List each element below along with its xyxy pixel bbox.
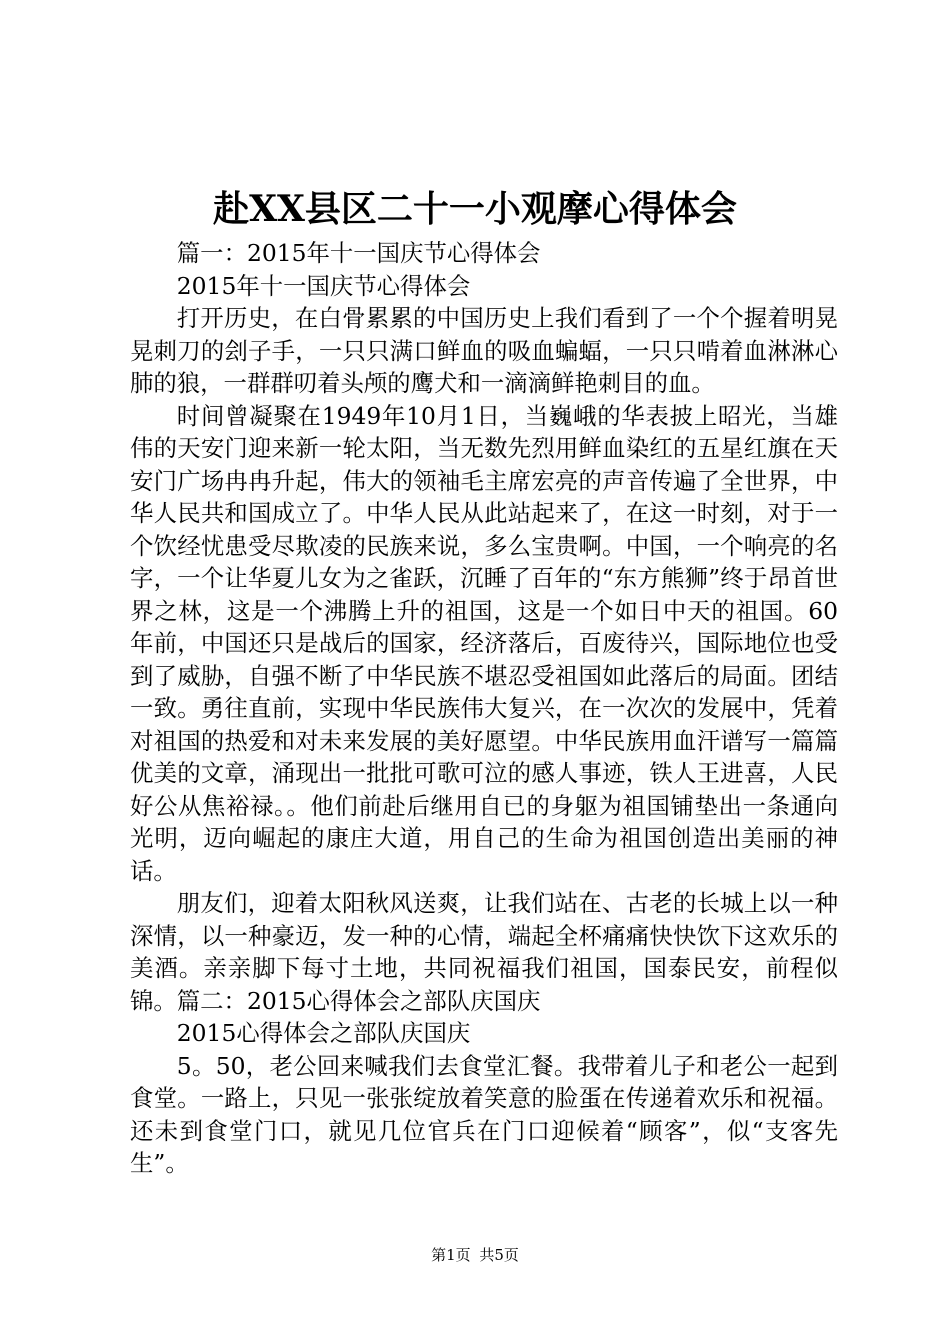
section-subheading-1: 2015年十一国庆节心得体会 xyxy=(176,271,471,300)
body-paragraph: 打开历史，在白骨累累的中国历史上我们看到了一个个握着明晃晃刺刀的刽子手，一只只满口鲜血的吸血蝙蝠，一只只啃着血淋淋心肺的狼，一群群叨着头颅的鹰犬和一滴滴鲜艳刺目的血。 xyxy=(130,304,838,397)
page-total: 共5页 xyxy=(479,1246,519,1264)
body-paragraph: 朋友们，迎着太阳秋风送爽，让我们站在、古老的长城上以一种深情，以一种豪迈，发一种的心情，端起全杯痛痛快快饮下这欢乐的美酒。亲亲脚下每寸土地，共同祝福我们祖国，国泰民安，前程似锦。篇二：2015心得体会之部队庆国庆 xyxy=(130,889,838,1015)
body-paragraph: 5。50，老公回来喊我们去食堂汇餐。我带着儿子和老公一起到食堂。一路上，只见一张张绽放着笑意的脸蛋在传递着欢乐和祝福。还未到食堂门口，就见几位官兵在门口迎候着“顾客”，似“支客先生”。 xyxy=(130,1051,838,1177)
page-number: 第1页 xyxy=(431,1246,471,1264)
body-paragraph: 时间曾凝聚在1949年10月1日，当巍峨的华表披上昭光，当雄伟的天安门迎来新一轮太阳，当无数先烈用鲜血染红的五星红旗在天安门广场冉冉升起，伟大的领袖毛主席宏亮的声音传遍了全世界，中华人民共和国成立了。中华人民从此站起来了，在这一时刻，对于一个饮经忧患受尽欺凌的民族来说，多么宝贵啊。中国，一个响亮的名字，一个让华夏儿女为之雀跃，沉睡了百年的“东方熊狮”终于昂首世界之林，这是一个沸腾上升的祖国，这是一个如日中天的祖国。60年前，中国还只是战后的国家，经济落后，百废待兴，国际地位也受到了威胁，自强不断了中华民族不堪忍受祖国如此落后的局面。团结一致。勇往直前，实现中华民族伟大复兴，在一次次的发展中，凭着对祖国的热爱和对未来发展的美好愿望。中华民族用血汗谱写一篇篇优美的文章，涌现出一批批可歌可泣的感人事迹，铁人王进喜，人民好公从焦裕禄。。他们前赴后继用自已的身躯为祖国铺垫出一条通向光明，迈向崛起的康庄大道，用自己的生命为祖国创造出美丽的神话。 xyxy=(130,401,838,885)
page-footer xyxy=(0,1245,950,1265)
document-body xyxy=(130,237,838,1180)
section-heading-1: 篇一：2015年十一国庆节心得体会 xyxy=(176,239,541,267)
document-title: 赴XX县区二十一小观摩心得体会 xyxy=(213,188,737,230)
section-subheading-2: 2015心得体会之部队庆国庆 xyxy=(176,1019,471,1047)
